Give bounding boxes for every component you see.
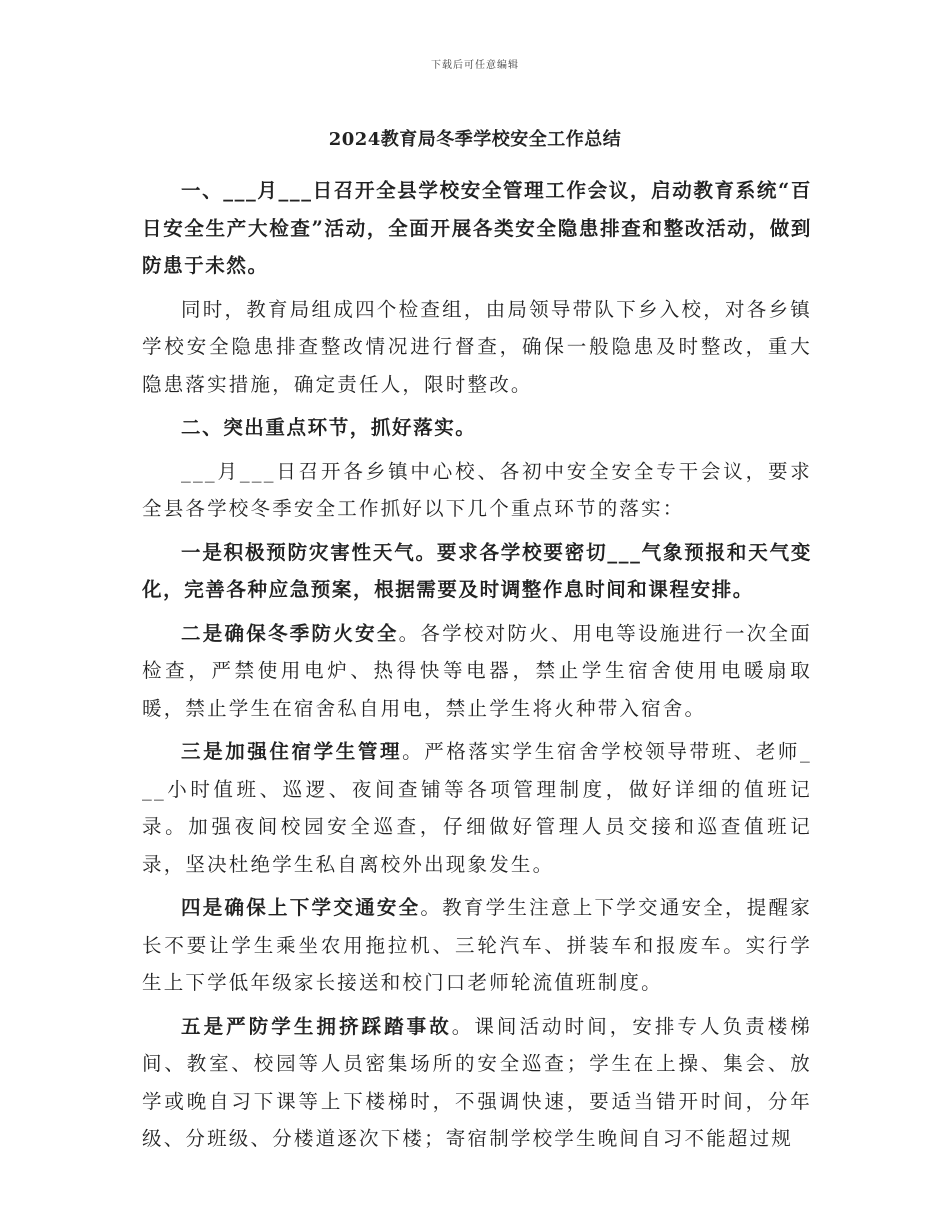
paragraph-2-text: 同时，教育局组成四个检查组，由局领导带队下乡入校，对各乡镇学校安全隐患排查整改情况进行督查，确保一般隐患及时整改，重大隐患落实措施，确定责任人，限时整改。 (142, 297, 812, 396)
section-heading-2-text: 二、突出重点环节，抓好落实。 (181, 416, 477, 439)
paragraph-2 (142, 291, 812, 404)
paragraph-7 (142, 733, 812, 883)
paragraph-4-text: ___月___日召开各乡镇中心校、各初中安全安全专干会议，要求全县各学校冬季安全工作抓好以下几个重点环节的落实： (142, 459, 812, 520)
paragraph-6-lead: 二是确保冬季防火安全 (181, 621, 399, 645)
paragraph-9-lead: 五是严防学生拥挤踩踏事故 (181, 1014, 452, 1038)
paragraph-6-text: 。各学校对防火、用电等设施进行一次全面检查，严禁使用电炉、热得快等电器，禁止学生宿舍使用电暖扇取暖，禁止学生在宿舍私自用电，禁止学生将火种带入宿舍。 (142, 621, 812, 720)
paragraph-5 (142, 534, 812, 609)
document-body (142, 172, 812, 1164)
paragraph-7-text: 。严格落实学生宿舍学校领导带班、老师___小时值班、巡逻、夜间查铺等各项管理制度，做好详细的值班记录。加强夜间校园安全巡查，仔细做好管理人员交接和巡查值班记录，坚决杜绝学生私自离校外出现象发生。 (142, 740, 812, 876)
section-heading-2 (142, 409, 812, 447)
paragraph-8-text: 。教育学生注意上下学交通安全，提醒家长不要让学生乘坐农用拖拉机、三轮汽车、拼装车和报废车。实行学生上下学低年级家长接送和校门口老师轮流值班制度。 (142, 896, 812, 994)
paragraph-8-lead: 四是确保上下学交通安全 (181, 896, 421, 919)
paragraph-7-lead: 三是加强住宿学生管理 (181, 740, 403, 763)
paragraph-1 (142, 172, 812, 285)
paragraph-5-text: 一是积极预防灾害性天气。要求各学校要密切___气象预报和天气变化，完善各种应急预案，根据需要及时调整作息时间和课程安排。 (142, 540, 812, 601)
paragraph-8 (142, 889, 812, 1002)
header-note: 下载后可任意编辑 (431, 60, 519, 71)
paragraph-9-text: 。课间活动时间，安排专人负责楼梯间、教室、校园等人员密集场所的安全巡查；学生在上操、集会、放学或晚自习下课等上下楼梯时，不强调快速，要适当错开时间，分年级、分班级、分楼道逐次下楼；寄宿制学校学生晚间自习不能超过规 (142, 1014, 812, 1150)
paragraph-1-text: 一、___月___日召开全县学校安全管理工作会议，启动教育系统“百日安全生产大检查”活动，全面开展各类安全隐患排查和整改活动，做到防患于未然。 (142, 179, 812, 277)
paragraph-6 (142, 615, 812, 728)
paragraph-9 (142, 1008, 812, 1158)
document-title: 2024教育局冬季学校安全工作总结 (328, 129, 622, 150)
paragraph-4 (142, 453, 812, 528)
